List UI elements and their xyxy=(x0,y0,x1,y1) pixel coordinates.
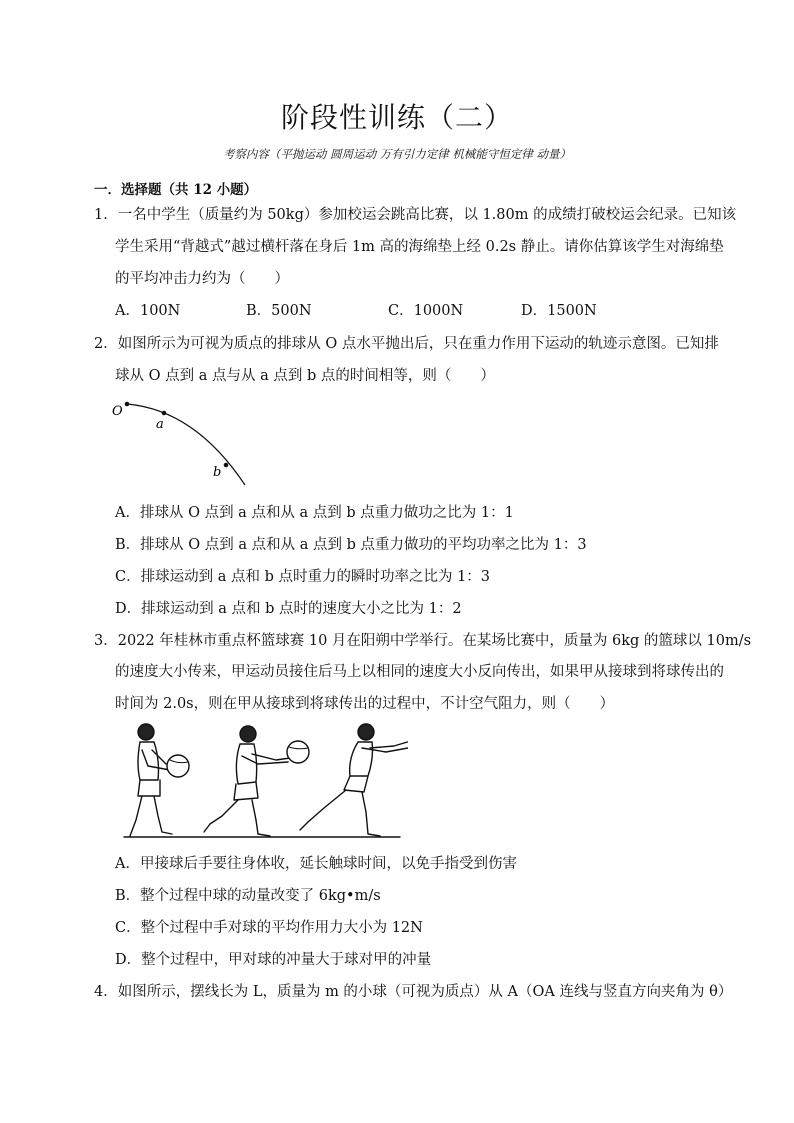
q3-option-d: D．整个过程中，甲对球的冲量大于球对甲的冲量 xyxy=(115,952,432,968)
page-subtitle: 考察内容（平抛运动 圆周运动 万有引力定律 机械能守恒定律 动量） xyxy=(222,147,572,161)
q2-option-a: A．排球从 O 点到 a 点和从 a 点到 b 点重力做功之比为 1：1 xyxy=(115,505,514,521)
label-b: b xyxy=(213,465,222,480)
q1-option-b: B．500N xyxy=(246,303,312,319)
q3-option-a: A．甲接球后手要往身体收，延长触球时间，以免手指受到伤害 xyxy=(115,856,517,872)
q3-option-c: C．整个过程中手对球的平均作用力大小为 12N xyxy=(115,920,423,936)
point-o xyxy=(125,402,130,407)
label-a: a xyxy=(156,417,164,432)
basketball-catch-figure xyxy=(118,720,408,844)
label-o: O xyxy=(112,404,123,419)
q3-line-1: 3．2022 年桂林市重点杯篮球赛 10 月在阳朔中学举行。在某场比赛中，质量为 6kg 的篮球以 10m/s xyxy=(94,633,752,649)
q3-line-3: 时间为 2.0s，则在甲从接球到将球传出的过程中，不计空气阻力，则（ ） xyxy=(115,696,615,712)
trajectory-curve xyxy=(127,404,245,485)
player-1 xyxy=(130,724,189,836)
q1-option-a: A．100N xyxy=(115,303,181,319)
point-b xyxy=(224,463,229,468)
player-2 xyxy=(204,726,309,836)
q1-option-d: D．1500N xyxy=(521,303,597,319)
q1-line-2: 学生采用“背越式”越过横杆落在身后 1m 高的海绵垫上经 0.2s 静止。请你估算该学生对海绵垫 xyxy=(115,239,724,255)
section-heading: 一．选择题（共 12 小题） xyxy=(94,182,258,198)
q1-line-3: 的平均冲击力约为（ ） xyxy=(115,271,289,287)
player-3 xyxy=(300,724,408,836)
q2-option-c: C．排球运动到 a 点和 b 点时重力的瞬时功率之比为 1：3 xyxy=(115,569,491,585)
q3-line-2: 的速度大小传来，甲运动员接住后马上以相同的速度大小反向传出，如果甲从接球到将球传出的 xyxy=(115,664,724,680)
q1-line-1: 1．一名中学生（质量约为 50kg）参加校运会跳高比赛，以 1.80m 的成绩打破校运会纪录。已知该 xyxy=(94,207,737,223)
q2-line-1: 2．如图所示为可视为质点的排球从 O 点水平抛出后，只在重力作用下运动的轨迹示意图。已知排 xyxy=(94,336,719,352)
q2-option-d: D．排球运动到 a 点和 b 点时的速度大小之比为 1：2 xyxy=(115,601,462,617)
page-title: 阶段性训练（二） xyxy=(280,101,513,134)
q2-option-b: B．排球从 O 点到 a 点和从 a 点到 b 点重力做功的平均功率之比为 1：3 xyxy=(115,537,587,553)
q1-option-c: C．1000N xyxy=(388,303,464,319)
q4-line-1: 4．如图所示，摆线长为 L，质量为 m 的小球（可视为质点）从 A（OA 连线与竖直方向夹角为 θ） xyxy=(94,984,733,1000)
trajectory-figure xyxy=(100,392,260,492)
q3-option-b: B．整个过程中球的动量改变了 6kg•m/s xyxy=(115,888,381,904)
point-a xyxy=(162,411,167,416)
q2-line-2: 球从 O 点到 a 点与从 a 点到 b 点的时间相等，则（ ） xyxy=(115,368,495,384)
